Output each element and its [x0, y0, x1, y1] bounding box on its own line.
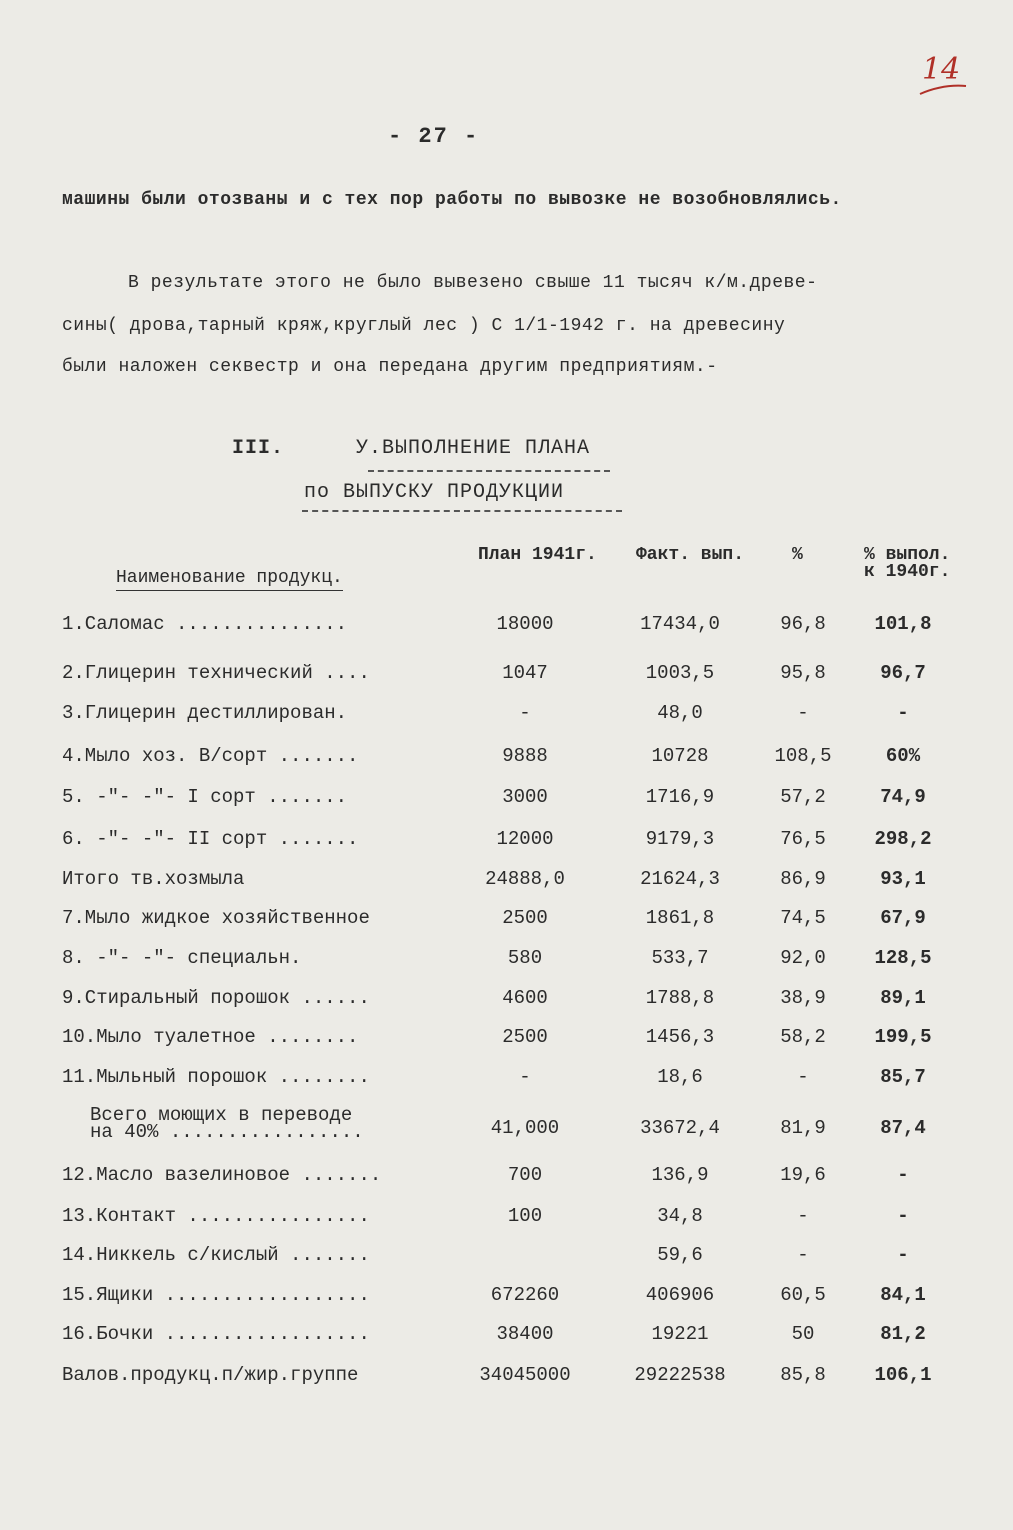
row-plan: - — [519, 1066, 531, 1088]
col-name-header: Наименование продукц. — [116, 568, 343, 591]
row-name: 14.Никкель с/кислый ....... — [62, 1244, 370, 1266]
row-pct1940: 67,9 — [880, 907, 926, 929]
row-plan: 2500 — [502, 1026, 548, 1048]
row-plan: 100 — [507, 1205, 543, 1227]
row-plan: 3000 — [502, 786, 548, 808]
row-fact: 33672,4 — [640, 1117, 720, 1139]
row-plan: 1047 — [502, 662, 548, 684]
row-fact: 533,7 — [651, 947, 709, 969]
row-fact: 406906 — [645, 1284, 715, 1306]
row-name: Итого тв.хозмыла — [62, 868, 245, 890]
col-pct1940-header-2: к 1940г. — [864, 562, 951, 582]
row-pct1940: 85,7 — [880, 1066, 926, 1088]
row-plan: 12000 — [496, 828, 554, 850]
row-pct1940: 74,9 — [880, 786, 926, 808]
row-pct: 38,9 — [780, 987, 826, 1009]
row-pct1940: - — [897, 702, 909, 724]
row-fact: 17434,0 — [640, 613, 720, 635]
row-name: 9.Стиральный порошок ...... — [62, 987, 370, 1009]
row-fact: 1716,9 — [645, 786, 715, 808]
row-fact: 18,6 — [657, 1066, 703, 1088]
archive-underline — [918, 82, 968, 98]
row-fact: 59,6 — [657, 1244, 703, 1266]
row-pct1940: 101,8 — [874, 613, 932, 635]
row-name: 6. -"- -"- II сорт ....... — [62, 828, 359, 850]
row-pct: - — [797, 1066, 809, 1088]
col-plan-header: План 1941г. — [478, 545, 597, 565]
row-plan: 9888 — [502, 745, 548, 767]
row-fact: 136,9 — [651, 1164, 709, 1186]
row-name-line-1: Всего моющих в переводе — [90, 1104, 353, 1126]
row-pct: 85,8 — [780, 1364, 826, 1386]
row-pct: 58,2 — [780, 1026, 826, 1048]
row-pct: 74,5 — [780, 907, 826, 929]
row-pct1940: 89,1 — [880, 987, 926, 1009]
row-pct: - — [797, 702, 809, 724]
row-name: 3.Глицерин дестиллирован. — [62, 702, 348, 724]
paragraph-2-line-3: были наложен секвестр и она передана другим предприятиям.- — [62, 357, 718, 377]
col-pct1940-header-1: % выпол. — [864, 545, 951, 565]
row-plan: 580 — [507, 947, 543, 969]
row-plan: - — [519, 702, 531, 724]
row-fact: 19221 — [651, 1323, 709, 1345]
row-plan: 24888,0 — [485, 868, 565, 890]
row-plan: 700 — [507, 1164, 543, 1186]
row-pct: 19,6 — [780, 1164, 826, 1186]
row-plan: 2500 — [502, 907, 548, 929]
row-pct1940: - — [897, 1164, 909, 1186]
row-pct1940: 96,7 — [880, 662, 926, 684]
row-name: 13.Контакт ................ — [62, 1205, 370, 1227]
row-fact: 21624,3 — [640, 868, 720, 890]
row-pct1940: 60% — [885, 745, 921, 767]
row-plan: 34045000 — [479, 1364, 571, 1386]
section-title: У.ВЫПОЛНЕНИЕ ПЛАНА — [356, 437, 591, 460]
row-fact: 1003,5 — [645, 662, 715, 684]
row-fact: 34,8 — [657, 1205, 703, 1227]
page-number: - 27 - — [388, 124, 480, 149]
row-pct: 95,8 — [780, 662, 826, 684]
row-name: 1.Саломас ............... — [62, 613, 348, 635]
row-pct: - — [797, 1205, 809, 1227]
row-pct1940: 298,2 — [874, 828, 932, 850]
row-fact: 29222538 — [634, 1364, 726, 1386]
row-pct: 92,0 — [780, 947, 826, 969]
row-plan: 41,000 — [490, 1117, 560, 1139]
section-number: III. — [232, 437, 285, 460]
paragraph-2-line-2: сины( дрова,тарный кряж,круглый лес ) С 1/1-1942 г. на древесину — [62, 316, 786, 336]
row-fact: 1456,3 — [645, 1026, 715, 1048]
paragraph-2-line-1: В результате этого не было вывезено свыше 11 тысяч к/м.древе- — [128, 273, 818, 293]
row-pct: 76,5 — [780, 828, 826, 850]
section-subtitle: по ВЫПУСКУ ПРОДУКЦИИ — [304, 481, 565, 504]
col-pct-header: % — [792, 545, 803, 565]
row-pct: 57,2 — [780, 786, 826, 808]
paragraph-1-line-1: машины были отозваны и с тех пор работы по вывозке не возобновлялись. — [62, 190, 842, 210]
row-pct1940: - — [897, 1244, 909, 1266]
row-pct1940: 93,1 — [880, 868, 926, 890]
row-name: 10.Мыло туалетное ........ — [62, 1026, 359, 1048]
row-name: 15.Ящики .................. — [62, 1284, 370, 1306]
row-pct1940: 84,1 — [880, 1284, 926, 1306]
row-pct1940: - — [897, 1205, 909, 1227]
subtitle-underline — [302, 510, 622, 512]
row-name: 11.Мыльный порошок ........ — [62, 1066, 370, 1088]
col-fact-header: Факт. вып. — [636, 545, 745, 565]
row-name: 7.Мыло жидкое хозяйственное — [62, 907, 370, 929]
row-fact: 9179,3 — [645, 828, 715, 850]
row-plan: 672260 — [490, 1284, 560, 1306]
row-pct1940: 81,2 — [880, 1323, 926, 1345]
row-pct: 50 — [791, 1323, 815, 1345]
row-pct: 96,8 — [780, 613, 826, 635]
row-name: 4.Мыло хоз. В/сорт ....... — [62, 745, 359, 767]
row-name: 2.Глицерин технический .... — [62, 662, 370, 684]
row-pct1940: 128,5 — [874, 947, 932, 969]
row-pct: 60,5 — [780, 1284, 826, 1306]
row-pct: - — [797, 1244, 809, 1266]
row-fact: 10728 — [651, 745, 709, 767]
row-name: 8. -"- -"- специальн. — [62, 947, 302, 969]
archive-number: 14 — [922, 52, 961, 87]
row-pct: 108,5 — [774, 745, 832, 767]
row-name: 16.Бочки .................. — [62, 1323, 370, 1345]
row-fact: 1861,8 — [645, 907, 715, 929]
row-pct1940: 199,5 — [874, 1026, 932, 1048]
row-pct1940: 106,1 — [874, 1364, 932, 1386]
row-pct: 81,9 — [780, 1117, 826, 1139]
row-fact: 48,0 — [657, 702, 703, 724]
row-name: Валов.продукц.п/жир.группе — [62, 1364, 359, 1386]
row-fact: 1788,8 — [645, 987, 715, 1009]
row-plan: 4600 — [502, 987, 548, 1009]
title-underline — [368, 470, 610, 472]
row-name: 12.Масло вазелиновое ....... — [62, 1164, 382, 1186]
row-pct: 86,9 — [780, 868, 826, 890]
row-name-line-2: на 40% ................. — [90, 1121, 364, 1143]
row-name: 5. -"- -"- I сорт ....... — [62, 786, 348, 808]
row-pct1940: 87,4 — [880, 1117, 926, 1139]
row-plan: 38400 — [496, 1323, 554, 1345]
row-plan: 18000 — [496, 613, 554, 635]
